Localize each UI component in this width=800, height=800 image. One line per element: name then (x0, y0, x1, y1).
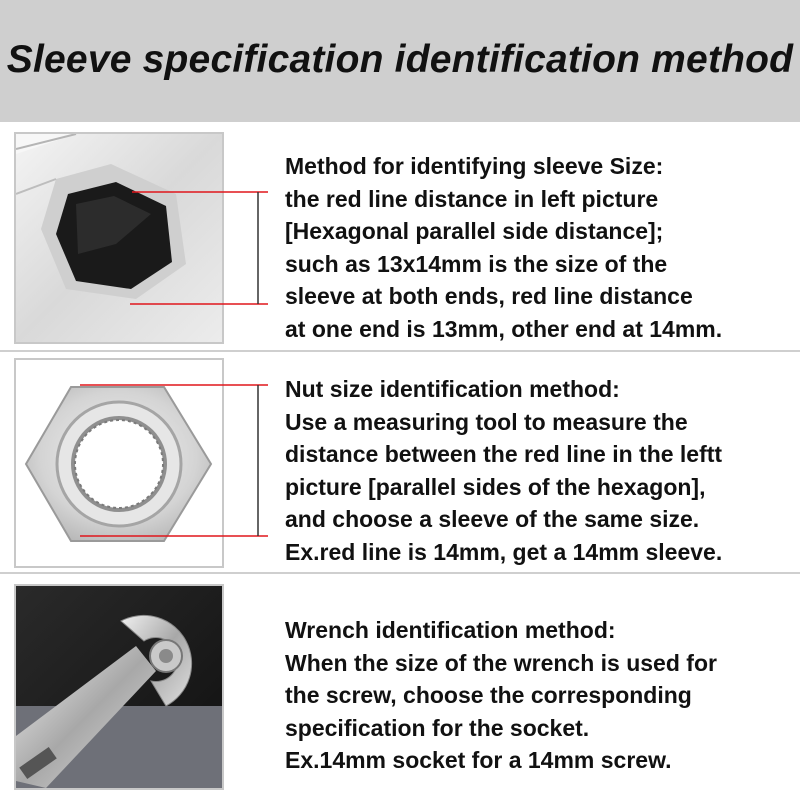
text-line: Ex.14mm socket for a 14mm screw. (285, 747, 672, 773)
sleeve-photo (14, 132, 224, 344)
header-banner (0, 0, 800, 122)
text-line: Method for identifying sleeve Size: (285, 153, 664, 179)
text-line: Ex.red line is 14mm, get a 14mm sleeve. (285, 538, 723, 565)
sleeve-method-text (285, 150, 790, 345)
page-title: Sleeve specification identification method (6, 38, 794, 81)
text-line: sleeve at both ends, red line distance (285, 283, 693, 309)
nut-method-text (285, 373, 790, 568)
text-line: Wrench identification method: (285, 617, 616, 643)
text-line: the red line distance in left picture (285, 185, 659, 212)
text-line: and choose a sleeve of the same size. (285, 506, 700, 532)
text-line: the screw, choose the corresponding (285, 682, 692, 708)
wrench-method-text (285, 614, 790, 777)
text-line: picture [parallel sides of the hexagon], (285, 473, 706, 500)
wrench-photo (14, 584, 224, 790)
section-divider (0, 350, 800, 352)
text-line: Use a measuring tool to measure the (285, 408, 688, 435)
text-line: specification for the socket. (285, 714, 590, 741)
text-line: Nut size identification method: (285, 376, 620, 402)
text-line: [Hexagonal parallel side distance]; (285, 218, 664, 244)
section-divider (0, 572, 800, 574)
text-line: distance between the red line in the leftt (285, 441, 723, 467)
nut-photo (14, 358, 224, 568)
text-line: at one end is 13mm, other end at 14mm. (285, 315, 723, 342)
text-line: such as 13x14mm is the size of the (285, 250, 668, 277)
text-line: When the size of the wrench is used for (285, 649, 717, 676)
